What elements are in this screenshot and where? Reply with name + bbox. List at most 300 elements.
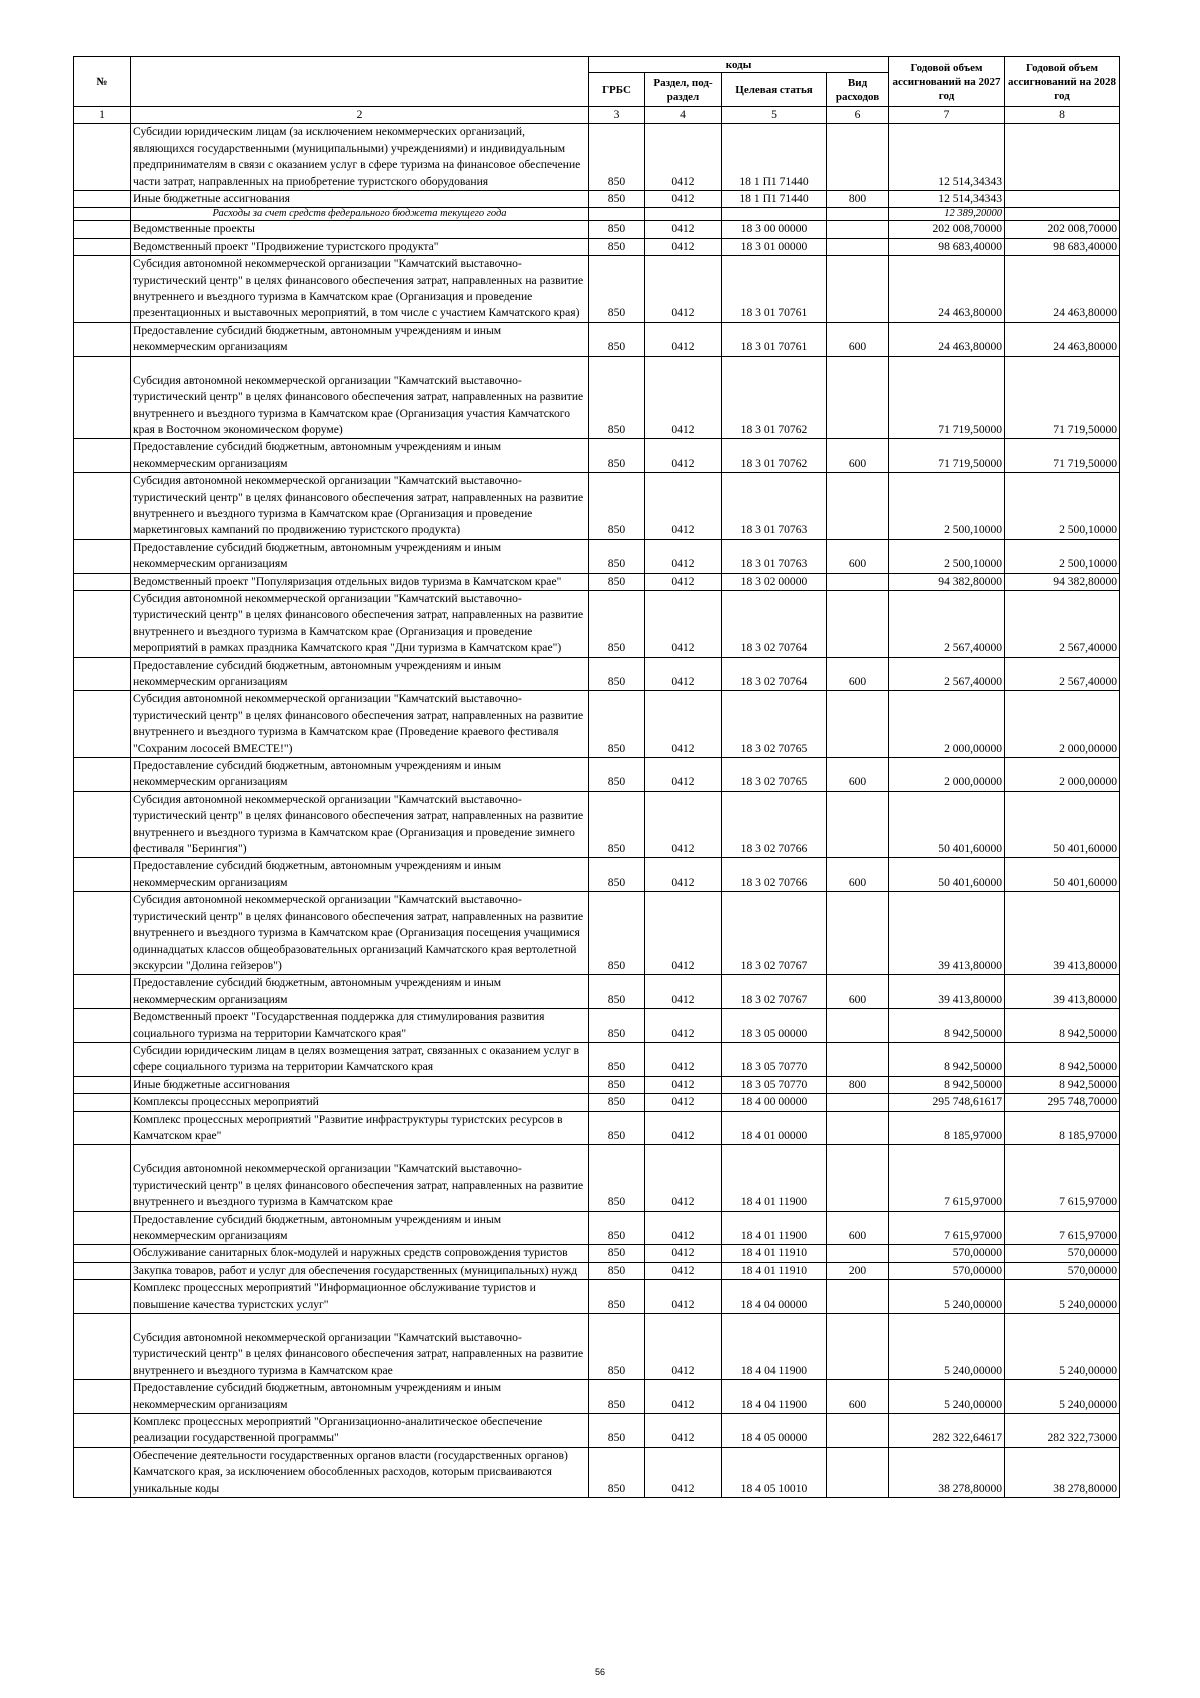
cell-razdel: 0412 bbox=[645, 1145, 722, 1211]
cell-2028: 8 942,50000 bbox=[1005, 1042, 1120, 1076]
cell-grbs: 850 bbox=[589, 124, 645, 191]
cell-name: Субсидия автономной некоммерческой организации "Камчатский выставочно-туристический центр" в целях финансового обеспечения затрат, направленных на развитие внутреннего и въездного туризма в Камчатском крае (Проведение краевого фестиваля "Сохраним лососей ВМЕСТЕ!") bbox=[131, 691, 589, 758]
cell-name: Иные бюджетные ассигнования bbox=[131, 1076, 589, 1093]
table-row bbox=[74, 1042, 1120, 1076]
cell-2027: 12 514,34343 bbox=[889, 124, 1005, 191]
cell-name: Предоставление субсидий бюджетным, автономным учреждениям и иным некоммерческим организациям bbox=[131, 758, 589, 792]
table-row bbox=[74, 1211, 1120, 1245]
cell-2027: 98 683,40000 bbox=[889, 238, 1005, 255]
cell-razdel: 0412 bbox=[645, 975, 722, 1009]
cell-2027: 570,00000 bbox=[889, 1245, 1005, 1262]
cell-tselevaya: 18 3 01 00000 bbox=[722, 238, 827, 255]
cell-name: Закупка товаров, работ и услуг для обеспечения государственных (муниципальных) нужд bbox=[131, 1262, 589, 1279]
cell-num bbox=[74, 1111, 131, 1145]
cell-2027: 50 401,60000 bbox=[889, 858, 1005, 892]
cell-name: Предоставление субсидий бюджетным, автономным учреждениям и иным некоммерческим организациям bbox=[131, 439, 589, 473]
cell-tselevaya: 18 4 04 00000 bbox=[722, 1280, 827, 1314]
cell-2027: 202 008,70000 bbox=[889, 221, 1005, 238]
cell-vid bbox=[827, 1414, 889, 1448]
table-row bbox=[74, 238, 1120, 255]
cell-2027: 8 185,97000 bbox=[889, 1111, 1005, 1145]
cell-tselevaya: 18 3 01 70763 bbox=[722, 473, 827, 540]
cell-tselevaya: 18 3 02 70765 bbox=[722, 758, 827, 792]
cell-grbs: 850 bbox=[589, 1009, 645, 1043]
cell-grbs: 850 bbox=[589, 1245, 645, 1262]
cell-razdel: 0412 bbox=[645, 439, 722, 473]
cell-tselevaya: 18 3 01 70762 bbox=[722, 439, 827, 473]
cell-tselevaya: 18 3 02 70767 bbox=[722, 892, 827, 975]
cell-grbs: 850 bbox=[589, 1262, 645, 1279]
cell-name: Обеспечение деятельности государственных органов власти (государственных органов) Камчатского края, за исключением обособленных расходов, которым присваиваются уникальные коды bbox=[131, 1447, 589, 1497]
cell-num bbox=[74, 1145, 131, 1211]
cell-grbs: 850 bbox=[589, 1076, 645, 1093]
cell-razdel: 0412 bbox=[645, 124, 722, 191]
table-row bbox=[74, 356, 1120, 439]
cell-2027: 2 000,00000 bbox=[889, 758, 1005, 792]
cell-2028: 2 500,10000 bbox=[1005, 539, 1120, 573]
cell-name: Комплексы процессных мероприятий bbox=[131, 1094, 589, 1111]
table-row-federal bbox=[74, 208, 1120, 221]
cell-2028: 8 942,50000 bbox=[1005, 1076, 1120, 1093]
col-num: 8 bbox=[1005, 107, 1120, 124]
cell-grbs: 850 bbox=[589, 892, 645, 975]
cell-vid bbox=[827, 1094, 889, 1111]
table-row bbox=[74, 1414, 1120, 1448]
cell-2028: 24 463,80000 bbox=[1005, 322, 1120, 356]
cell-2028: 2 500,10000 bbox=[1005, 473, 1120, 540]
cell-razdel: 0412 bbox=[645, 691, 722, 758]
cell-num bbox=[74, 473, 131, 540]
cell-2027: 5 240,00000 bbox=[889, 1380, 1005, 1414]
cell-2028: 5 240,00000 bbox=[1005, 1380, 1120, 1414]
budget-table bbox=[73, 56, 1120, 1498]
cell-razdel: 0412 bbox=[645, 1076, 722, 1093]
cell-razdel: 0412 bbox=[645, 1245, 722, 1262]
table-row bbox=[74, 975, 1120, 1009]
col-num: 3 bbox=[589, 107, 645, 124]
cell-vid: 600 bbox=[827, 975, 889, 1009]
cell-num bbox=[74, 1211, 131, 1245]
table-row bbox=[74, 1314, 1120, 1380]
cell-2028: 71 719,50000 bbox=[1005, 356, 1120, 439]
cell-num bbox=[74, 1094, 131, 1111]
cell-2028: 2 000,00000 bbox=[1005, 758, 1120, 792]
table-row bbox=[74, 758, 1120, 792]
cell-2027: 24 463,80000 bbox=[889, 322, 1005, 356]
table-row bbox=[74, 1262, 1120, 1279]
cell-grbs: 850 bbox=[589, 1111, 645, 1145]
header-grbs: ГРБС bbox=[589, 73, 645, 107]
cell-num bbox=[74, 208, 131, 221]
cell-razdel bbox=[645, 208, 722, 221]
cell-vid bbox=[827, 124, 889, 191]
table-row bbox=[74, 473, 1120, 540]
header-name bbox=[131, 57, 589, 107]
cell-2028: 202 008,70000 bbox=[1005, 221, 1120, 238]
cell-razdel: 0412 bbox=[645, 590, 722, 657]
header-num: № bbox=[74, 57, 131, 107]
cell-2027: 24 463,80000 bbox=[889, 256, 1005, 323]
cell-tselevaya: 18 3 01 70761 bbox=[722, 322, 827, 356]
cell-vid bbox=[827, 1280, 889, 1314]
cell-tselevaya: 18 4 04 11900 bbox=[722, 1380, 827, 1414]
cell-2027: 8 942,50000 bbox=[889, 1042, 1005, 1076]
cell-2028: 7 615,97000 bbox=[1005, 1145, 1120, 1211]
cell-tselevaya: 18 1 П1 71440 bbox=[722, 191, 827, 208]
cell-2028: 7 615,97000 bbox=[1005, 1211, 1120, 1245]
table-body bbox=[74, 124, 1120, 1498]
cell-num bbox=[74, 1280, 131, 1314]
cell-name: Предоставление субсидий бюджетным, автономным учреждениям и иным некоммерческим организациям bbox=[131, 657, 589, 691]
cell-tselevaya: 18 4 01 11910 bbox=[722, 1245, 827, 1262]
table-row bbox=[74, 256, 1120, 323]
cell-name: Субсидия автономной некоммерческой организации "Камчатский выставочно-туристический центр" в целях финансового обеспечения затрат, направленных на развитие внутреннего и въездного туризма в Камчатском крае bbox=[131, 1314, 589, 1380]
cell-2027: 7 615,97000 bbox=[889, 1145, 1005, 1211]
column-number-row bbox=[74, 107, 1120, 124]
cell-razdel: 0412 bbox=[645, 191, 722, 208]
cell-grbs: 850 bbox=[589, 191, 645, 208]
cell-name: Субсидии юридическим лицам (за исключением некоммерческих организаций, являющихся государственными (муниципальными) учреждениями) и индивидуальным предпринимателям в связи с оказанием услуг в сфере туризма на финансовое обеспечение части затрат, направленных на приобретение туристского оборудования bbox=[131, 124, 589, 191]
cell-tselevaya: 18 4 00 00000 bbox=[722, 1094, 827, 1111]
cell-num bbox=[74, 439, 131, 473]
cell-num bbox=[74, 1314, 131, 1380]
col-num: 5 bbox=[722, 107, 827, 124]
cell-razdel: 0412 bbox=[645, 1211, 722, 1245]
table-row bbox=[74, 791, 1120, 858]
cell-tselevaya: 18 3 05 70770 bbox=[722, 1042, 827, 1076]
cell-num bbox=[74, 256, 131, 323]
cell-2027: 5 240,00000 bbox=[889, 1314, 1005, 1380]
cell-razdel: 0412 bbox=[645, 1414, 722, 1448]
cell-num bbox=[74, 691, 131, 758]
cell-grbs: 850 bbox=[589, 791, 645, 858]
cell-grbs: 850 bbox=[589, 539, 645, 573]
cell-grbs: 850 bbox=[589, 221, 645, 238]
cell-num bbox=[74, 858, 131, 892]
cell-razdel: 0412 bbox=[645, 256, 722, 323]
cell-razdel: 0412 bbox=[645, 1009, 722, 1043]
cell-2028: 24 463,80000 bbox=[1005, 256, 1120, 323]
cell-2027: 5 240,00000 bbox=[889, 1280, 1005, 1314]
cell-num bbox=[74, 322, 131, 356]
table-row bbox=[74, 1076, 1120, 1093]
cell-2028: 38 278,80000 bbox=[1005, 1447, 1120, 1497]
cell-name: Субсидия автономной некоммерческой организации "Камчатский выставочно-туристический центр" в целях финансового обеспечения затрат, направленных на развитие внутреннего и въездного туризма в Камчатском крае (Организация и проведение маркетинговых кампаний по продвижению туристского продукта) bbox=[131, 473, 589, 540]
cell-tselevaya: 18 3 02 00000 bbox=[722, 573, 827, 590]
cell-num bbox=[74, 221, 131, 238]
cell-grbs: 850 bbox=[589, 1094, 645, 1111]
cell-razdel: 0412 bbox=[645, 758, 722, 792]
cell-name: Субсидия автономной некоммерческой организации "Камчатский выставочно-туристический центр" в целях финансового обеспечения затрат, направленных на развитие внутреннего и въездного туризма в Камчатском крае (Организация и проведение зимнего фестиваля "Берингия") bbox=[131, 791, 589, 858]
cell-2027: 50 401,60000 bbox=[889, 791, 1005, 858]
cell-name: Предоставление субсидий бюджетным, автономным учреждениям и иным некоммерческим организациям bbox=[131, 322, 589, 356]
cell-grbs: 850 bbox=[589, 1211, 645, 1245]
cell-2028: 2 567,40000 bbox=[1005, 590, 1120, 657]
col-num: 7 bbox=[889, 107, 1005, 124]
cell-2028 bbox=[1005, 208, 1120, 221]
cell-2028: 5 240,00000 bbox=[1005, 1280, 1120, 1314]
cell-vid: 600 bbox=[827, 657, 889, 691]
cell-vid bbox=[827, 1314, 889, 1380]
table-row bbox=[74, 1280, 1120, 1314]
header-2028: Годовой объем ассигнований на 2028 год bbox=[1005, 57, 1120, 107]
cell-2027: 2 500,10000 bbox=[889, 473, 1005, 540]
cell-vid bbox=[827, 1447, 889, 1497]
cell-name: Комплекс процессных мероприятий "Развитие инфраструктуры туристских ресурсов в Камчатском крае" bbox=[131, 1111, 589, 1145]
table-row bbox=[74, 322, 1120, 356]
cell-num bbox=[74, 238, 131, 255]
cell-2027: 282 322,64617 bbox=[889, 1414, 1005, 1448]
table-row bbox=[74, 657, 1120, 691]
cell-name: Комплекс процессных мероприятий "Информационное обслуживание туристов и повышение качества туристских услуг" bbox=[131, 1280, 589, 1314]
cell-2027: 39 413,80000 bbox=[889, 892, 1005, 975]
cell-grbs: 850 bbox=[589, 858, 645, 892]
cell-name: Субсидии юридическим лицам в целях возмещения затрат, связанных с оказанием услуг в сфере социального туризма на территории Камчатского края bbox=[131, 1042, 589, 1076]
cell-vid bbox=[827, 573, 889, 590]
header-tselevaya: Целевая статья bbox=[722, 73, 827, 107]
cell-num bbox=[74, 975, 131, 1009]
table-row bbox=[74, 1447, 1120, 1497]
cell-name: Субсидия автономной некоммерческой организации "Камчатский выставочно-туристический центр" в целях финансового обеспечения затрат, направленных на развитие внутреннего и въездного туризма в Камчатском крае bbox=[131, 1145, 589, 1211]
cell-razdel: 0412 bbox=[645, 892, 722, 975]
cell-vid bbox=[827, 238, 889, 255]
cell-name: Ведомственный проект "Популяризация отдельных видов туризма в Камчатском крае" bbox=[131, 573, 589, 590]
table-row bbox=[74, 1245, 1120, 1262]
cell-name: Ведомственный проект "Продвижение туристского продукта" bbox=[131, 238, 589, 255]
cell-2027: 71 719,50000 bbox=[889, 356, 1005, 439]
cell-tselevaya: 18 4 01 00000 bbox=[722, 1111, 827, 1145]
cell-tselevaya: 18 4 04 11900 bbox=[722, 1314, 827, 1380]
header-2027: Годовой объем ассигнований на 2027 год bbox=[889, 57, 1005, 107]
cell-2028: 50 401,60000 bbox=[1005, 858, 1120, 892]
table-row bbox=[74, 221, 1120, 238]
cell-razdel: 0412 bbox=[645, 221, 722, 238]
cell-num bbox=[74, 590, 131, 657]
cell-tselevaya: 18 4 01 11900 bbox=[722, 1211, 827, 1245]
table-row bbox=[74, 1111, 1120, 1145]
cell-2027: 2 500,10000 bbox=[889, 539, 1005, 573]
cell-razdel: 0412 bbox=[645, 1280, 722, 1314]
cell-2027: 295 748,61617 bbox=[889, 1094, 1005, 1111]
cell-2028: 2 000,00000 bbox=[1005, 691, 1120, 758]
cell-grbs: 850 bbox=[589, 975, 645, 1009]
cell-2027: 2 000,00000 bbox=[889, 691, 1005, 758]
cell-vid: 600 bbox=[827, 858, 889, 892]
cell-name: Субсидия автономной некоммерческой организации "Камчатский выставочно-туристический центр" в целях финансового обеспечения затрат, направленных на развитие внутреннего и въездного туризма в Камчатском крае (Организация посещения учащимися одиннадцатых классов общеобразовательных организаций Камчатского края вертолетной экскурсии "Долина гейзеров") bbox=[131, 892, 589, 975]
cell-tselevaya: 18 3 02 70764 bbox=[722, 590, 827, 657]
cell-2028 bbox=[1005, 191, 1120, 208]
cell-num bbox=[74, 1414, 131, 1448]
cell-razdel: 0412 bbox=[645, 573, 722, 590]
cell-grbs: 850 bbox=[589, 1414, 645, 1448]
cell-2027: 12 389,20000 bbox=[889, 208, 1005, 221]
cell-grbs bbox=[589, 208, 645, 221]
col-num: 1 bbox=[74, 107, 131, 124]
table-row bbox=[74, 191, 1120, 208]
cell-vid: 600 bbox=[827, 439, 889, 473]
table-row bbox=[74, 892, 1120, 975]
cell-num bbox=[74, 539, 131, 573]
cell-vid: 600 bbox=[827, 758, 889, 792]
cell-num bbox=[74, 573, 131, 590]
cell-razdel: 0412 bbox=[645, 1380, 722, 1414]
cell-grbs: 850 bbox=[589, 473, 645, 540]
cell-name: Иные бюджетные ассигнования bbox=[131, 191, 589, 208]
cell-2028: 94 382,80000 bbox=[1005, 573, 1120, 590]
cell-2028: 5 240,00000 bbox=[1005, 1314, 1120, 1380]
table-row bbox=[74, 691, 1120, 758]
cell-grbs: 850 bbox=[589, 691, 645, 758]
cell-2027: 12 514,34343 bbox=[889, 191, 1005, 208]
cell-tselevaya: 18 3 01 70763 bbox=[722, 539, 827, 573]
cell-2028: 295 748,70000 bbox=[1005, 1094, 1120, 1111]
table-row bbox=[74, 1094, 1120, 1111]
cell-vid: 800 bbox=[827, 191, 889, 208]
cell-razdel: 0412 bbox=[645, 322, 722, 356]
cell-2028: 71 719,50000 bbox=[1005, 439, 1120, 473]
cell-name: Предоставление субсидий бюджетным, автономным учреждениям и иным некоммерческим организациям bbox=[131, 1380, 589, 1414]
cell-tselevaya: 18 3 05 70770 bbox=[722, 1076, 827, 1093]
cell-name: Обслуживание санитарных блок-модулей и наружных средств сопровождения туристов bbox=[131, 1245, 589, 1262]
cell-razdel: 0412 bbox=[645, 657, 722, 691]
cell-name: Предоставление субсидий бюджетным, автономным учреждениям и иным некоммерческим организациям bbox=[131, 975, 589, 1009]
cell-2028: 39 413,80000 bbox=[1005, 975, 1120, 1009]
header-razdel: Раздел, под-раздел bbox=[645, 73, 722, 107]
cell-num bbox=[74, 1076, 131, 1093]
cell-2028: 39 413,80000 bbox=[1005, 892, 1120, 975]
cell-grbs: 850 bbox=[589, 256, 645, 323]
cell-2027: 8 942,50000 bbox=[889, 1076, 1005, 1093]
cell-num bbox=[74, 1042, 131, 1076]
cell-grbs: 850 bbox=[589, 1145, 645, 1211]
cell-2027: 2 567,40000 bbox=[889, 657, 1005, 691]
cell-name: Субсидия автономной некоммерческой организации "Камчатский выставочно-туристический центр" в целях финансового обеспечения затрат, направленных на развитие внутреннего и въездного туризма в Камчатском крае (Организация участия Камчатского края в Восточном экономическом форуме) bbox=[131, 356, 589, 439]
cell-2028 bbox=[1005, 124, 1120, 191]
cell-name: Комплекс процессных мероприятий "Организационно-аналитическое обеспечение реализации государственной программы" bbox=[131, 1414, 589, 1448]
cell-grbs: 850 bbox=[589, 1280, 645, 1314]
cell-tselevaya: 18 4 01 11910 bbox=[722, 1262, 827, 1279]
cell-vid bbox=[827, 256, 889, 323]
cell-razdel: 0412 bbox=[645, 1042, 722, 1076]
cell-2027: 94 382,80000 bbox=[889, 573, 1005, 590]
cell-razdel: 0412 bbox=[645, 539, 722, 573]
cell-razdel: 0412 bbox=[645, 1262, 722, 1279]
cell-2028: 98 683,40000 bbox=[1005, 238, 1120, 255]
cell-num bbox=[74, 356, 131, 439]
cell-name: Расходы за счет средств федерального бюджета текущего года bbox=[131, 208, 589, 221]
cell-2028: 8 942,50000 bbox=[1005, 1009, 1120, 1043]
cell-num bbox=[74, 758, 131, 792]
cell-tselevaya bbox=[722, 208, 827, 221]
cell-vid bbox=[827, 1009, 889, 1043]
cell-2027: 71 719,50000 bbox=[889, 439, 1005, 473]
cell-vid bbox=[827, 691, 889, 758]
cell-razdel: 0412 bbox=[645, 1447, 722, 1497]
cell-2027: 570,00000 bbox=[889, 1262, 1005, 1279]
cell-vid bbox=[827, 1042, 889, 1076]
cell-num bbox=[74, 124, 131, 191]
cell-vid bbox=[827, 791, 889, 858]
cell-razdel: 0412 bbox=[645, 1094, 722, 1111]
cell-grbs: 850 bbox=[589, 1314, 645, 1380]
cell-vid bbox=[827, 892, 889, 975]
cell-name: Ведомственный проект "Государственная поддержка для стимулирования развития социального туризма на территории Камчатского края" bbox=[131, 1009, 589, 1043]
cell-grbs: 850 bbox=[589, 657, 645, 691]
cell-vid: 600 bbox=[827, 539, 889, 573]
cell-tselevaya: 18 3 02 70767 bbox=[722, 975, 827, 1009]
cell-name: Предоставление субсидий бюджетным, автономным учреждениям и иным некоммерческим организациям bbox=[131, 1211, 589, 1245]
cell-razdel: 0412 bbox=[645, 1111, 722, 1145]
cell-2027: 2 567,40000 bbox=[889, 590, 1005, 657]
cell-num bbox=[74, 1245, 131, 1262]
cell-grbs: 850 bbox=[589, 758, 645, 792]
cell-vid bbox=[827, 590, 889, 657]
table-row bbox=[74, 124, 1120, 191]
cell-vid bbox=[827, 1245, 889, 1262]
cell-grbs: 850 bbox=[589, 590, 645, 657]
cell-tselevaya: 18 4 01 11900 bbox=[722, 1145, 827, 1211]
cell-grbs: 850 bbox=[589, 238, 645, 255]
cell-vid bbox=[827, 356, 889, 439]
table-row bbox=[74, 1145, 1120, 1211]
table-row bbox=[74, 439, 1120, 473]
table-row bbox=[74, 590, 1120, 657]
cell-2028: 570,00000 bbox=[1005, 1262, 1120, 1279]
cell-2028: 50 401,60000 bbox=[1005, 791, 1120, 858]
cell-grbs: 850 bbox=[589, 322, 645, 356]
cell-vid bbox=[827, 1145, 889, 1211]
cell-grbs: 850 bbox=[589, 1042, 645, 1076]
cell-name: Субсидия автономной некоммерческой организации "Камчатский выставочно-туристический центр" в целях финансового обеспечения затрат, направленных на развитие внутреннего и въездного туризма в Камчатском крае (Организация и проведение мероприятий в рамках праздника Камчатского края "Дни туризма в Камчатском крае") bbox=[131, 590, 589, 657]
cell-vid: 600 bbox=[827, 322, 889, 356]
cell-num bbox=[74, 1009, 131, 1043]
cell-2027: 38 278,80000 bbox=[889, 1447, 1005, 1497]
cell-tselevaya: 18 3 02 70766 bbox=[722, 791, 827, 858]
cell-grbs: 850 bbox=[589, 356, 645, 439]
cell-2027: 8 942,50000 bbox=[889, 1009, 1005, 1043]
table-row bbox=[74, 858, 1120, 892]
cell-name: Предоставление субсидий бюджетным, автономным учреждениям и иным некоммерческим организациям bbox=[131, 539, 589, 573]
cell-vid bbox=[827, 1111, 889, 1145]
cell-vid: 200 bbox=[827, 1262, 889, 1279]
table-row bbox=[74, 1380, 1120, 1414]
cell-tselevaya: 18 3 05 00000 bbox=[722, 1009, 827, 1043]
cell-tselevaya: 18 4 05 10010 bbox=[722, 1447, 827, 1497]
col-num: 4 bbox=[645, 107, 722, 124]
cell-num bbox=[74, 791, 131, 858]
cell-2028: 282 322,73000 bbox=[1005, 1414, 1120, 1448]
cell-razdel: 0412 bbox=[645, 858, 722, 892]
col-num: 2 bbox=[131, 107, 589, 124]
col-num: 6 bbox=[827, 107, 889, 124]
cell-tselevaya: 18 3 02 70764 bbox=[722, 657, 827, 691]
cell-2028: 8 185,97000 bbox=[1005, 1111, 1120, 1145]
header-codes: коды bbox=[589, 57, 889, 73]
cell-grbs: 850 bbox=[589, 439, 645, 473]
cell-tselevaya: 18 3 01 70761 bbox=[722, 256, 827, 323]
cell-num bbox=[74, 1262, 131, 1279]
cell-2028: 570,00000 bbox=[1005, 1245, 1120, 1262]
cell-num bbox=[74, 191, 131, 208]
cell-num bbox=[74, 657, 131, 691]
table-row bbox=[74, 539, 1120, 573]
cell-tselevaya: 18 3 02 70766 bbox=[722, 858, 827, 892]
cell-name: Субсидия автономной некоммерческой организации "Камчатский выставочно-туристический центр" в целях финансового обеспечения затрат, направленных на развитие внутреннего и въездного туризма в Камчатском крае (Организация и проведение презентационных и выставочных мероприятий, в том числе с участием Камчатского края) bbox=[131, 256, 589, 323]
cell-razdel: 0412 bbox=[645, 238, 722, 255]
cell-vid: 600 bbox=[827, 1380, 889, 1414]
cell-razdel: 0412 bbox=[645, 473, 722, 540]
cell-name: Предоставление субсидий бюджетным, автономным учреждениям и иным некоммерческим организациям bbox=[131, 858, 589, 892]
